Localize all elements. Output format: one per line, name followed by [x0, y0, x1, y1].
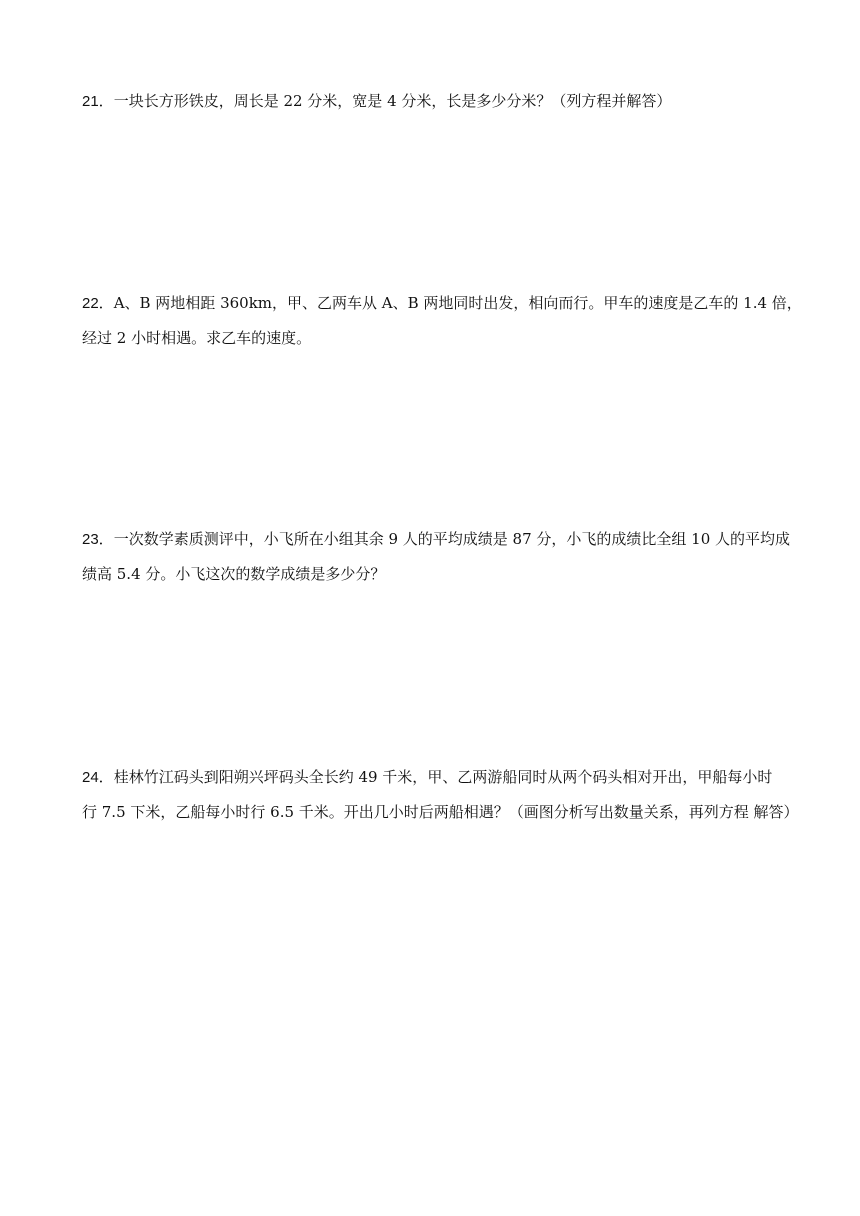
problem-21-text-1: 一块长方形铁皮，周长是 22 分米，宽是 4 分米，长是多少分米？（列方程并解答） [113, 92, 672, 110]
problem-24 [82, 760, 812, 829]
problem-23 [82, 522, 812, 591]
problem-22-line-1 [82, 286, 812, 321]
problem-21 [82, 84, 812, 119]
problem-22-text-1: A、B 两地相距 360km，甲、乙两车从 A、B 两地同时出发，相向而行。甲车的速度是乙车的 1.4 倍， [113, 294, 802, 312]
problem-22-line-2: 经过 2 小时相遇。求乙车的速度。 [82, 329, 312, 347]
problem-21-line-1 [82, 84, 812, 119]
problem-23-text-1: 一次数学素质测评中，小飞所在小组其余 9 人的平均成绩是 87 分，小飞的成绩比全组 10 人的平均成 [113, 530, 791, 548]
problem-24-line-2: 行 7.5 下米，乙船每小时行 6.5 千米。开出几小时后两船相遇？（画图分析写出数量关系，再列方程 解答） [82, 803, 799, 821]
problem-24-text-1: 桂林竹江码头到阳朔兴坪码头全长约 49 千米，甲、乙两游船同时从两个码头相对开出，甲船每小时 [113, 768, 773, 786]
problem-21-number: 21． [82, 93, 114, 110]
problem-22-number: 22． [82, 295, 114, 312]
problem-23-line-2: 绩高 5.4 分。小飞这次的数学成绩是多少分？ [82, 565, 386, 583]
problem-22 [82, 286, 812, 355]
problem-24-number: 24． [82, 769, 114, 786]
problem-23-number: 23． [82, 531, 114, 548]
problem-23-line-1 [82, 522, 812, 557]
problem-24-line-1 [82, 760, 812, 795]
